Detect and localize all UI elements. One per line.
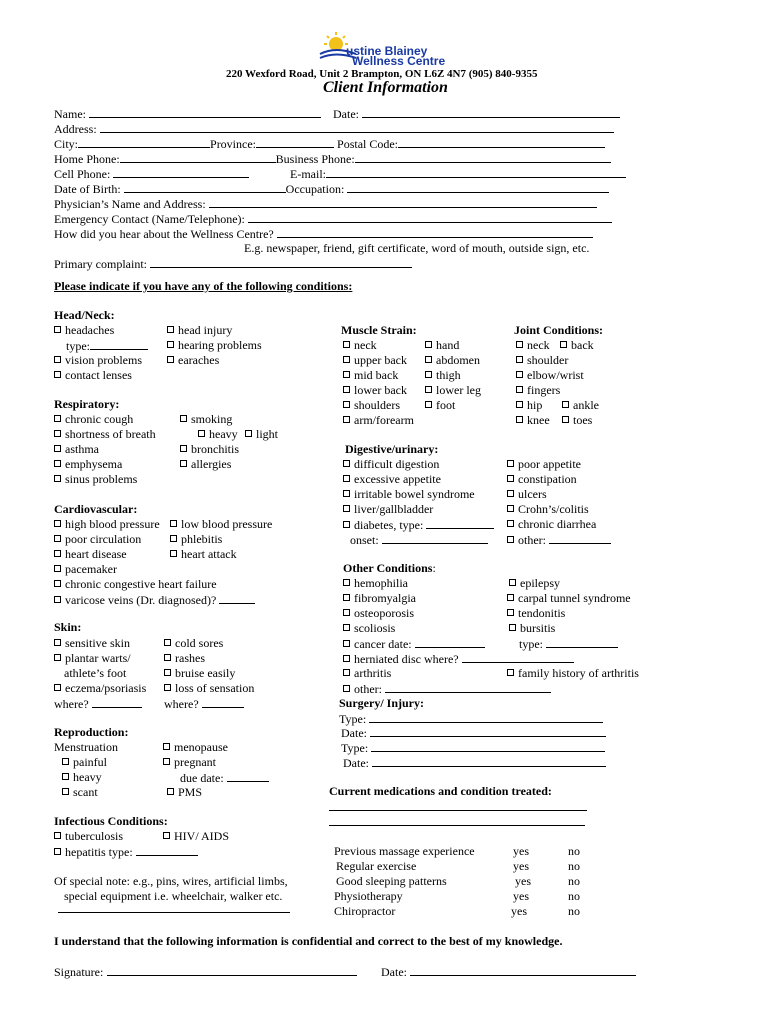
respiratory-heading: Respiratory: [54,397,120,411]
cb-scant[interactable]: scant [62,785,98,799]
history-label: Previous massage experience [334,844,475,858]
cb-high-bp[interactable]: high blood pressure [54,517,160,531]
checkbox-icon [343,416,350,423]
cb-bronchitis[interactable]: bronchitis [180,442,239,456]
checkbox-icon [425,341,432,348]
checkbox-icon [163,758,170,765]
cb-liver[interactable]: liver/gallbladder [343,502,433,516]
checkbox-icon [54,326,61,333]
cb-allergies[interactable]: allergies [180,457,231,471]
cb-fibromyalgia[interactable]: fibromyalgia [343,591,416,605]
cb-smoking[interactable]: smoking [180,412,232,426]
cb-foot[interactable]: foot [425,398,455,412]
checkbox-icon [507,490,514,497]
cb-earaches[interactable]: earaches [167,353,219,367]
cb-hemophilia[interactable]: hemophilia [343,576,408,590]
signature-label: Signature: [54,965,104,979]
diabetes-type-field[interactable] [426,517,494,529]
checkbox-icon [343,669,350,676]
checkbox-icon [54,520,61,527]
checkbox-icon [54,580,61,587]
history-yes[interactable]: yes [515,874,531,888]
checkbox-icon [54,832,61,839]
checkbox-icon [54,475,61,482]
checkbox-icon [343,490,350,497]
checkbox-icon [164,639,171,646]
checkbox-icon [163,743,170,750]
due-date-label: due date: [180,771,224,785]
checkbox-icon [562,401,569,408]
cb-muscle-neck[interactable]: neck [343,338,377,352]
checkbox-icon [425,386,432,393]
surgery-type-label-2: Type: [341,741,369,755]
cell-phone-field[interactable] [113,166,249,178]
confidentiality-statement: I understand that the following information is confidential and correct to the best of my knowledge. [54,934,563,948]
joint-heading: Joint Conditions: [514,323,604,337]
skin-heading: Skin: [54,620,82,634]
other-condition-field[interactable] [385,681,551,693]
business-phone-field[interactable] [355,151,611,163]
dob-field[interactable] [124,181,286,193]
special-note-line1: Of special note: e.g., pins, wires, artificial limbs, [54,874,288,888]
occupation-field[interactable] [347,181,609,193]
cb-constipation[interactable]: constipation [507,472,577,486]
cb-hiv[interactable]: HIV/ AIDS [163,829,229,843]
signature-field[interactable] [107,964,357,976]
cb-difficult-digestion[interactable]: difficult digestion [343,457,439,471]
complaint-field[interactable] [150,256,412,268]
menstruation-label: Menstruation [54,740,118,754]
special-note-line2: special equipment i.e. wheelchair, walker etc. [64,889,283,903]
checkbox-icon [507,475,514,482]
cb-herniated-disc[interactable]: herniated disc where? [343,652,459,666]
checkbox-icon [54,654,61,661]
cb-emphysema[interactable]: emphysema [54,457,122,471]
checkbox-icon [516,386,523,393]
cb-heart-attack[interactable]: heart attack [170,547,237,561]
athletes-foot-label: athlete’s foot [64,666,127,680]
cb-rashes[interactable]: rashes [164,651,205,665]
checkbox-icon [425,356,432,363]
history-yes[interactable]: yes [511,904,527,918]
cb-varicose[interactable]: varicose veins (Dr. diagnosed)? [54,593,216,607]
checkbox-icon [343,579,350,586]
logo-line2: Wellness Centre [352,54,446,68]
address-field[interactable] [100,121,614,133]
cb-menopause[interactable]: menopause [163,740,228,754]
other-conditions-heading: Other Conditions [343,561,433,575]
checkbox-icon [54,684,61,691]
postal-code-label: Postal Code: [337,137,399,151]
checkbox-icon [54,371,61,378]
referral-field[interactable] [277,226,593,238]
date-field[interactable] [362,106,620,118]
cb-cancer[interactable]: cancer date: [343,637,412,651]
cb-osteoporosis[interactable]: osteoporosis [343,606,414,620]
headache-type-field[interactable] [90,338,148,350]
checkbox-icon [507,536,514,543]
emergency-label: Emergency Contact (Name/Telephone): [54,212,245,226]
cb-hearing[interactable]: hearing problems [167,338,262,352]
checkbox-icon [163,832,170,839]
surgery-type-label-1: Type: [339,712,367,726]
cb-bursitis[interactable]: bursitis [509,621,555,635]
sensation-where-field[interactable] [202,696,244,708]
onset-field[interactable] [382,532,488,544]
date-label: Date: [333,107,359,121]
address-label: Address: [54,122,97,136]
cb-bruise[interactable]: bruise easily [164,666,235,680]
checkbox-icon [507,520,514,527]
medications-field-2[interactable] [329,814,585,826]
history-label: Physiotherapy [334,889,403,903]
checkbox-icon [54,848,61,855]
checkbox-icon [343,594,350,601]
name-field[interactable] [89,106,321,118]
cb-arthritis[interactable]: arthritis [343,666,391,680]
logo-line1: ustine Blainey [346,44,428,58]
cb-poor-appetite[interactable]: poor appetite [507,457,581,471]
page-title: Client Information [323,79,448,96]
hepatitis-field[interactable] [136,844,198,856]
cb-joint-ankle[interactable]: ankle [562,398,599,412]
checkbox-icon [516,401,523,408]
checkbox-icon [54,565,61,572]
checkbox-icon [180,445,187,452]
cb-cough[interactable]: chronic cough [54,412,133,426]
checkbox-icon [509,579,516,586]
cb-excessive-appetite[interactable]: excessive appetite [343,472,441,486]
cb-upper-back[interactable]: upper back [343,353,407,367]
checkbox-icon [245,430,252,437]
digest-other-field[interactable] [549,532,611,544]
cb-joint-toes[interactable]: toes [562,413,592,427]
checkbox-icon [180,460,187,467]
cb-mid-back[interactable]: mid back [343,368,398,382]
checkbox-icon [54,415,61,422]
home-phone-label: Home Phone: [54,152,120,166]
surgery-date-label-2: Date: [343,756,369,770]
email-label: E-mail: [290,167,326,181]
cb-joint-shoulder[interactable]: shoulder [516,353,568,367]
cb-joint-back[interactable]: back [560,338,594,352]
surgery-date-label-1: Date: [341,726,367,740]
sensation-where-label: where? [164,697,199,711]
checkbox-icon [343,624,350,631]
checkbox-icon [343,521,350,528]
checkbox-icon [198,430,205,437]
checkbox-icon [343,356,350,363]
checkbox-icon [516,341,523,348]
headache-type-label: type: [66,339,90,353]
varicose-field[interactable] [219,592,255,604]
cb-headaches[interactable]: headaches [54,323,114,337]
history-no[interactable]: no [568,904,580,918]
checkbox-icon [180,415,187,422]
history-no[interactable]: no [568,844,580,858]
cb-tendonitis[interactable]: tendonitis [507,606,565,620]
cb-hand[interactable]: hand [425,338,459,352]
checkbox-icon [343,505,350,512]
cb-joint-hip[interactable]: hip [516,398,542,412]
checkbox-icon [62,788,69,795]
checkbox-icon [164,669,171,676]
checkbox-icon [54,596,61,603]
history-no[interactable]: no [568,889,580,903]
checkbox-icon [425,401,432,408]
skin-where-field[interactable] [92,696,142,708]
cb-crohns[interactable]: Crohn’s/colitis [507,502,589,516]
history-label: Chiropractor [334,904,396,918]
cb-head-injury[interactable]: head injury [167,323,232,337]
surgery-type-field-2[interactable] [371,740,605,752]
digestive-heading: Digestive/urinary: [345,442,439,456]
physician-field[interactable] [209,196,597,208]
checkbox-icon [343,341,350,348]
city-label: City: [54,137,79,151]
checkbox-icon [167,356,174,363]
history-yes[interactable]: yes [513,859,529,873]
dob-label: Date of Birth: [54,182,121,196]
checkbox-icon [167,788,174,795]
cb-lenses[interactable]: contact lenses [54,368,132,382]
muscle-strain-heading: Muscle Strain: [341,323,417,337]
checkbox-icon [54,356,61,363]
history-label: Good sleeping patterns [336,874,447,888]
business-phone-label: Business Phone: [275,152,355,166]
cb-vision[interactable]: vision problems [54,353,142,367]
cb-lower-back[interactable]: lower back [343,383,407,397]
reproduction-heading: Reproduction: [54,725,129,739]
onset-label: onset: [350,533,379,547]
cb-pregnant[interactable]: pregnant [163,755,216,769]
cb-pacemaker[interactable]: pacemaker [54,562,117,576]
herniated-where-field[interactable] [462,651,574,663]
referral-label: How did you hear about the Wellness Centre? [54,227,274,241]
head-neck-heading: Head/Neck: [54,308,115,322]
cb-diarrhea[interactable]: chronic diarrhea [507,517,596,531]
cb-asthma[interactable]: asthma [54,442,99,456]
checkbox-icon [343,685,350,692]
checkbox-icon [507,669,514,676]
cb-painful[interactable]: painful [62,755,107,769]
cb-ibs[interactable]: irritable bowel syndrome [343,487,475,501]
checkbox-icon [507,594,514,601]
checkbox-icon [170,520,177,527]
cb-joint-fingers[interactable]: fingers [516,383,560,397]
history-yes[interactable]: yes [513,844,529,858]
cb-pms[interactable]: PMS [167,785,202,799]
checkbox-icon [507,460,514,467]
city-field[interactable] [78,136,210,148]
cb-breath[interactable]: shortness of breath [54,427,156,441]
cb-diabetes[interactable]: diabetes, type: [343,518,423,532]
cb-sensitive-skin[interactable]: sensitive skin [54,636,130,650]
checkbox-icon [343,386,350,393]
cb-sinus[interactable]: sinus problems [54,472,137,486]
checkbox-icon [164,684,171,691]
surgery-date-field-1[interactable] [370,725,606,737]
checkbox-icon [425,371,432,378]
surgery-heading: Surgery/ Injury: [339,696,424,710]
other-conditions-colon: : [432,561,436,575]
checkbox-icon [343,401,350,408]
checkbox-icon [560,341,567,348]
checkbox-icon [343,460,350,467]
cb-cold-sores[interactable]: cold sores [164,636,223,650]
cancer-date-field[interactable] [415,636,485,648]
history-yes[interactable]: yes [513,889,529,903]
history-no[interactable]: no [568,859,580,873]
cb-heart-disease[interactable]: heart disease [54,547,127,561]
province-label: Province: [210,137,257,151]
surgery-date-field-2[interactable] [372,755,606,767]
checkbox-icon [54,430,61,437]
cb-carpal-tunnel[interactable]: carpal tunnel syndrome [507,591,631,605]
medications-field-1[interactable] [329,799,587,811]
checkbox-icon [507,505,514,512]
checkbox-icon [62,758,69,765]
cb-circulation[interactable]: poor circulation [54,532,141,546]
checkbox-icon [164,654,171,661]
checkbox-icon [343,609,350,616]
cardiovascular-heading: Cardiovascular: [54,502,138,516]
name-label: Name: [54,107,86,121]
cb-arm[interactable]: arm/forearm [343,413,414,427]
bursitis-type-label: type: [519,637,543,651]
checkbox-icon [62,773,69,780]
cb-other-condition[interactable]: other: [343,682,382,696]
cb-digest-other[interactable]: other: [507,533,546,547]
due-date-field[interactable] [227,770,269,782]
checkbox-icon [343,371,350,378]
cb-tuberculosis[interactable]: tuberculosis [54,829,123,843]
cell-phone-label: Cell Phone: [54,167,111,181]
cb-phlebitis[interactable]: phlebitis [170,532,222,546]
postal-code-field[interactable] [398,136,605,148]
checkbox-icon [167,326,174,333]
complaint-label: Primary complaint: [54,257,147,271]
checkbox-icon [343,655,350,662]
footer-date-field[interactable] [410,964,636,976]
history-label: Regular exercise [336,859,417,873]
cb-joint-elbow[interactable]: elbow/wrist [516,368,584,382]
special-note-field[interactable] [58,901,290,913]
surgery-type-field-1[interactable] [369,711,603,723]
infectious-heading: Infectious Conditions: [54,814,168,828]
checkbox-icon [343,640,350,647]
checkbox-icon [54,550,61,557]
cb-hepatitis[interactable]: hepatitis type: [54,845,133,859]
cb-low-bp[interactable]: low blood pressure [170,517,272,531]
checkbox-icon [343,475,350,482]
cb-sensation[interactable]: loss of sensation [164,681,254,695]
cb-plantar[interactable]: plantar warts/ [54,651,131,665]
cb-heavy-flow[interactable]: heavy [62,770,102,784]
cb-shoulders[interactable]: shoulders [343,398,400,412]
footer-date-label: Date: [381,965,407,979]
checkbox-icon [54,639,61,646]
cb-light-smoker[interactable]: light [245,427,278,441]
cb-chf[interactable]: chronic congestive heart failure [54,577,217,591]
cb-ulcers[interactable]: ulcers [507,487,547,501]
cb-lower-leg[interactable]: lower leg [425,383,481,397]
checkbox-icon [54,535,61,542]
physician-label: Physician’s Name and Address: [54,197,206,211]
conditions-instruction: Please indicate if you have any of the following conditions: [54,279,353,293]
skin-where-label: where? [54,697,89,711]
cb-joint-neck[interactable]: neck [516,338,550,352]
cb-abdomen[interactable]: abdomen [425,353,480,367]
history-no[interactable]: no [568,874,580,888]
province-field[interactable] [256,136,334,148]
cb-epilepsy[interactable]: epilepsy [509,576,560,590]
checkbox-icon [54,460,61,467]
checkbox-icon [516,371,523,378]
emergency-field[interactable] [248,211,612,223]
cb-heavy-smoker[interactable]: heavy [198,427,238,441]
checkbox-icon [167,341,174,348]
checkbox-icon [516,416,523,423]
cb-scoliosis[interactable]: scoliosis [343,621,395,635]
clinic-address: 220 Wexford Road, Unit 2 Brampton, ON L6Z 4N7 (905) 840-9355 [226,68,538,80]
medications-heading: Current medications and condition treated: [329,784,552,798]
cb-family-arthritis[interactable]: family history of arthritis [507,666,639,680]
referral-examples: E.g. newspaper, friend, gift certificate, word of mouth, outside sign, etc. [244,241,590,255]
cb-thigh[interactable]: thigh [425,368,461,382]
checkbox-icon [509,624,516,631]
home-phone-field[interactable] [120,151,276,163]
checkbox-icon [54,445,61,452]
checkbox-icon [170,550,177,557]
cb-joint-knee[interactable]: knee [516,413,550,427]
checkbox-icon [170,535,177,542]
checkbox-icon [516,356,523,363]
checkbox-icon [562,416,569,423]
checkbox-icon [507,609,514,616]
occupation-label: Occupation: [285,182,345,196]
email-field[interactable] [326,166,626,178]
bursitis-type-field[interactable] [546,636,618,648]
cb-eczema[interactable]: eczema/psoriasis [54,681,146,695]
